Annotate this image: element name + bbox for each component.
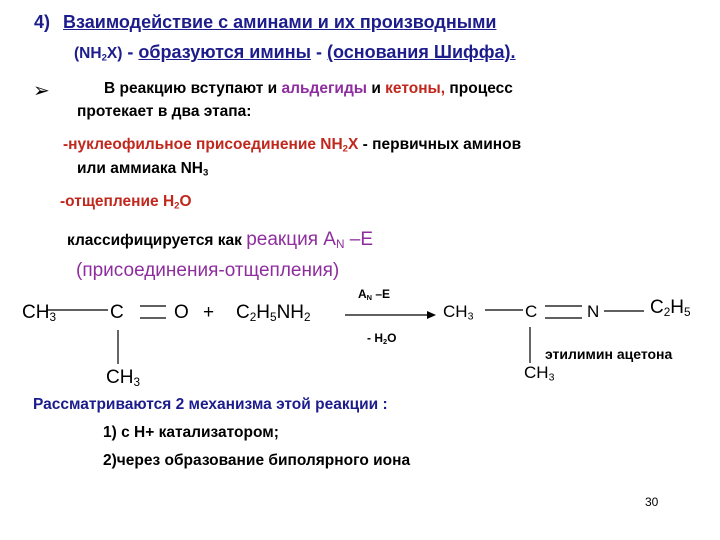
title-imines: образуются имины bbox=[138, 42, 311, 62]
bullet-line-2: протекает в два этапа: bbox=[77, 103, 252, 120]
step-1-addition: -нуклеофильное присоединение $NH_2X$ bbox=[63, 136, 359, 155]
bullet-arrow-icon: ➢ bbox=[33, 80, 50, 102]
product-name: этилимин ацетона bbox=[545, 346, 673, 362]
mechanism-item-2: 2)через образование биполярного иона bbox=[103, 452, 411, 469]
ch3-right: $CH_3$ bbox=[443, 302, 474, 323]
arrow-label-top: $A_N$ –E bbox=[358, 287, 391, 302]
ch3-left: $CH_3$ bbox=[22, 302, 56, 324]
title-text: Взаимодействие с аминами и их производными bbox=[63, 12, 497, 32]
step-1-line-2: или аммиака $NH_3$ bbox=[77, 160, 209, 179]
oxygen: O bbox=[174, 302, 189, 323]
page-number: 30 bbox=[645, 495, 659, 509]
classification-label: классифицируется как bbox=[67, 232, 247, 249]
step-1: -нуклеофильное присоединение $NH_2X$ - первичных аминов bbox=[63, 136, 522, 155]
title-formula: $(NH_2X)$ bbox=[74, 45, 123, 64]
title-number: 4) bbox=[34, 12, 51, 32]
plus-sign: + bbox=[203, 302, 215, 323]
mechanisms-heading: Рассматриваются 2 механизма этой реакции : bbox=[33, 396, 388, 413]
nitrogen: N bbox=[587, 302, 600, 321]
reaction-arrow-head bbox=[427, 311, 436, 319]
step-2-elimination: -отщепление $H_2O$ bbox=[60, 193, 192, 212]
ch3-bottom-right: $CH_3$ bbox=[524, 363, 555, 384]
title-dash-2: - bbox=[310, 42, 327, 62]
classification-paren: (присоединения-отщепления) bbox=[76, 260, 340, 281]
ethylamine: $C_2H_5NH_2$ bbox=[236, 302, 311, 324]
aldehydes-word: альдегиды bbox=[281, 80, 368, 97]
title-dot: . bbox=[510, 42, 516, 62]
carbon-left: C bbox=[110, 302, 124, 323]
title-schiff: (основания Шиффа) bbox=[326, 42, 511, 62]
classification-reaction: реакция $A_N$ –E bbox=[246, 229, 374, 251]
title-dash-1: - bbox=[122, 42, 139, 62]
ethyl-group: $C_2H_5$ bbox=[650, 297, 691, 319]
bullet-line-1: В реакцию вступают и альдегиды и кетоны, процесс bbox=[104, 80, 513, 97]
ketones-word: кетоны, bbox=[385, 80, 446, 97]
mechanism-item-1: 1) с H+ катализатором; bbox=[103, 424, 279, 441]
ch3-bottom-left: $CH_3$ bbox=[106, 367, 140, 389]
carbon-right: C bbox=[525, 302, 538, 321]
arrow-label-bottom: - $H_2O$ bbox=[367, 331, 397, 346]
